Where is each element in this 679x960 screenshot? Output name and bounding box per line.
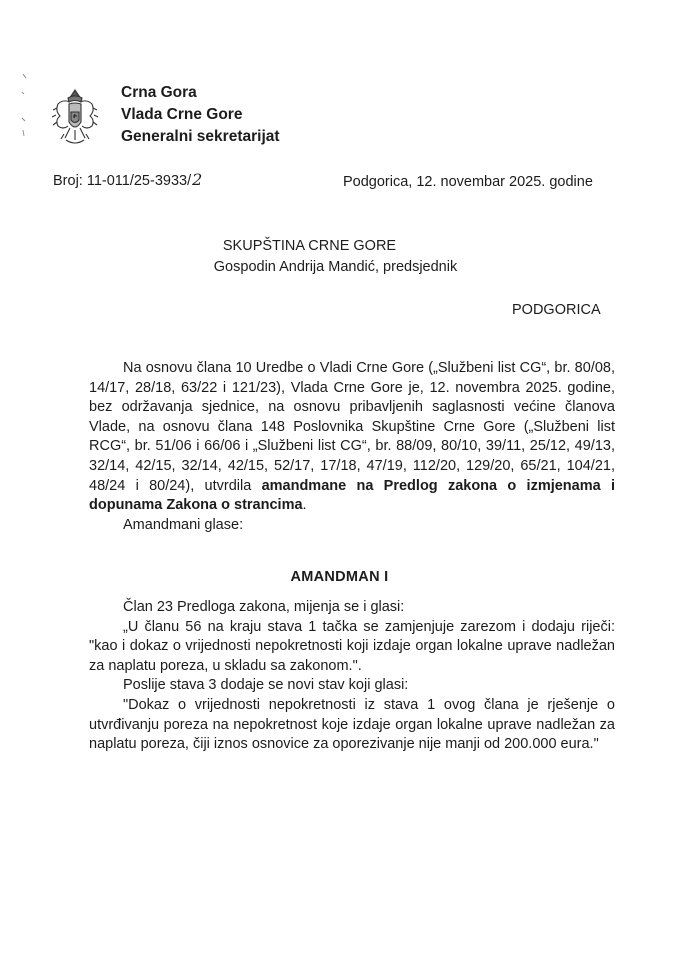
main-paragraph-text: Na osnovu člana 10 Uredbe o Vladi Crne Gore („Službeni list CG“, br. 80/08, 14/17, 28/18, 63/22 i 121/23), Vlada Crne Gore je, 12. novembra 2025. godine, bez održavanja sjednice, na osnovu pribavljenih saglasnosti većine članova Vlade, na osnovu člana 148 Poslovnika Skupštine Crne Gore („Službeni list RCG“, br. 51/06 i 66/06 i „Službeni list CG“, br. 88/09, 80/10, 39/11, 25/12, 49/13, 32/14, 42/15, 32/14, 42/15, 52/17, 17/18, 47/19, 112/20, 129/20, 65/21, 104/21, 48/24 i 80/24), utvrdila xyxy=(89,360,615,494)
main-paragraph-bold-subject: amandmane na Predlog zakona o izmjenama i dopunama Zakona o strancima xyxy=(89,477,615,514)
closing-line: Amandmani glase: xyxy=(123,516,244,533)
amendment-paragraph-3: Poslije stava 3 dodaje se novi stav koji glasi: xyxy=(123,677,409,694)
reference-handwritten-suffix: 2 xyxy=(192,170,203,189)
recipient-city: PODGORICA xyxy=(512,302,601,318)
recipient-person: Gospodin Andrija Mandić, predsjednik xyxy=(213,259,458,275)
header-government: Vlada Crne Gore xyxy=(121,106,243,123)
margin-marks xyxy=(18,70,32,140)
amendment-paragraph-2: „U članu 56 na kraju stava 1 tačka se zamjenjuje zarezom i dodaju riječi: "kao i dokaz o vrijednosti nepokretnosti koji izdaje organ lokalne uprave nadležan za naplatu poreza, u skladu sa zakonom.". xyxy=(89,618,615,674)
amendment-body xyxy=(89,598,615,755)
main-paragraph xyxy=(89,359,615,535)
recipient-organization: SKUPŠTINA CRNE GORE xyxy=(222,238,397,254)
document-date: Podgorica, 12. novembar 2025. godine xyxy=(343,174,593,190)
reference-number-text: Broj: 11-011/25-3933/ xyxy=(53,173,192,189)
coat-of-arms-icon xyxy=(50,88,100,150)
reference-number xyxy=(53,170,202,189)
header-secretariat: Generalni sekretarijat xyxy=(121,128,280,145)
amendment-title: AMANDMAN I xyxy=(290,569,389,585)
main-paragraph-end: . xyxy=(302,497,307,514)
institution-header xyxy=(121,82,280,148)
amendment-paragraph-1: Član 23 Predloga zakona, mijenja se i glasi: xyxy=(123,599,405,615)
header-country: Crna Gora xyxy=(121,84,197,101)
amendment-paragraph-4: "Dokaz o vrijednosti nepokretnosti iz stava 1 ovog člana je rješenje o utvrđivanju poreza na nepokretnost koje izdaje organ lokalne uprave nadležan za naplatu poreza, čiji iznos osnovice za oporezivanje nije manji od 200.000 eura." xyxy=(89,696,615,753)
